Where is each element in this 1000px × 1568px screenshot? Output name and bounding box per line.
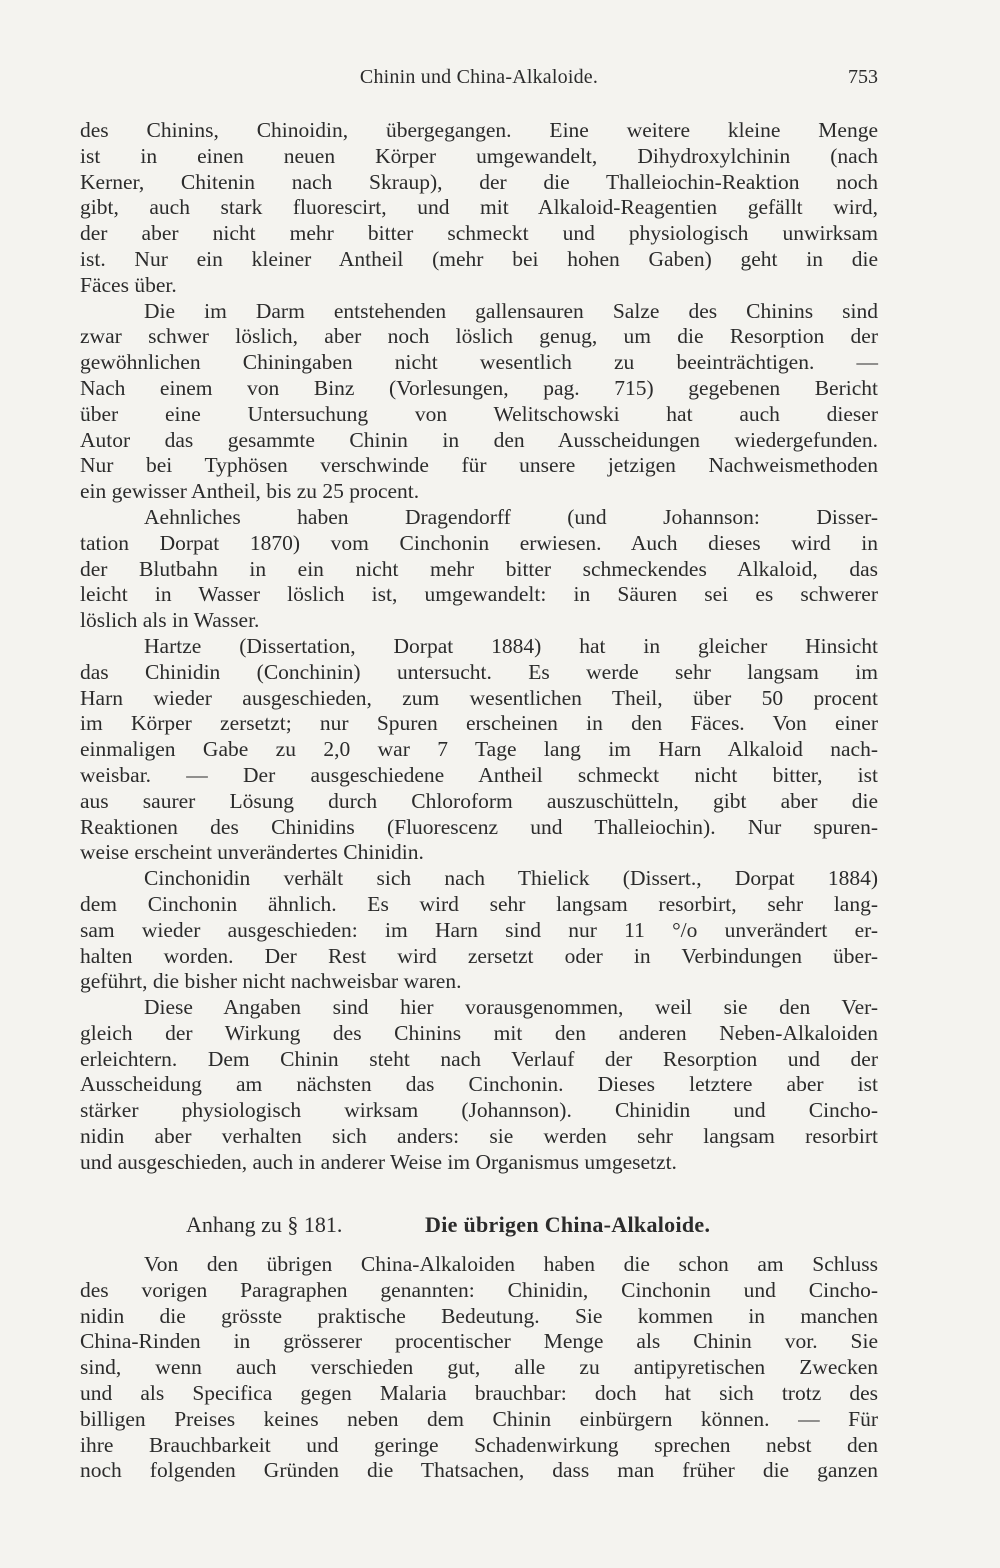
text-line: stärker physiologisch wirksam (Johannson). Chinidin und Cincho-: [80, 1098, 878, 1123]
section-title: Die übrigen China-Alkaloide.: [425, 1212, 711, 1237]
text-line: gibt, auch stark fluorescirt, und mit Alkaloid-Reagentien gefällt wird,: [80, 195, 878, 220]
text-line: tation Dorpat 1870) vom Cinchonin erwiesen. Auch dieses wird in: [80, 530, 878, 555]
text-line: sind, wenn auch verschieden gut, alle zu antipyretischen Zwecken: [80, 1355, 878, 1380]
text-line: gewöhnlichen Chiningaben nicht wesentlich zu beeinträchtigen. —: [80, 350, 878, 375]
text-line: China-Rinden in grösserer procentischer Menge als Chinin vor. Sie: [80, 1329, 878, 1354]
text-line: Kerner, Chitenin nach Skraup), der die Thalleiochin-Reaktion noch: [80, 169, 878, 194]
text-line: dem Cinchonin ähnlich. Es wird sehr langsam resorbirt, sehr lang-: [80, 891, 878, 916]
text-line: Nur bei Typhösen verschwinde für unsere jetzigen Nachweismethoden: [80, 453, 878, 478]
text-line: Fäces über.: [80, 272, 177, 297]
text-line: Hartze (Dissertation, Dorpat 1884) hat in gleicher Hinsicht: [144, 633, 878, 658]
text-line: erleichtern. Dem Chinin steht nach Verlauf der Resorption und der: [80, 1046, 878, 1071]
text-line: ein gewisser Antheil, bis zu 25 procent.: [80, 479, 420, 504]
text-line: Cinchonidin verhält sich nach Thielick (Dissert., Dorpat 1884): [144, 866, 878, 891]
text-line: und ausgeschieden, auch in anderer Weise im Organismus umgesetzt.: [80, 1149, 677, 1174]
page-number: 753: [848, 66, 878, 88]
text-line: Die im Darm entstehenden gallensauren Salze des Chinins sind: [144, 298, 878, 323]
text-line: zwar schwer löslich, aber noch löslich genug, um die Resorption der: [80, 324, 878, 349]
main-text: [80, 118, 878, 1176]
text-line: geführt, die bisher nicht nachweisbar waren.: [80, 969, 462, 994]
section-text: [80, 1252, 878, 1484]
text-line: und als Specifica gegen Malaria brauchbar: doch hat sich trotz des: [80, 1380, 878, 1405]
text-line: noch folgenden Gründen die Thatsachen, dass man früher die ganzen: [80, 1458, 878, 1483]
text-line: der aber nicht mehr bitter schmeckt und physiologisch unwirksam: [80, 221, 878, 246]
text-line: der Blutbahn in ein nicht mehr bitter schmeckendes Alkaloid, das: [80, 556, 878, 581]
text-line: Reaktionen des Chinidins (Fluorescenz und Thalleiochin). Nur spuren-: [80, 814, 878, 839]
text-line: gleich der Wirkung des Chinins mit den anderen Neben-Alkaloiden: [80, 1020, 878, 1045]
text-line: ist in einen neuen Körper umgewandelt, Dihydroxylchinin (nach: [80, 143, 878, 168]
text-line: sam wieder ausgeschieden: im Harn sind nur 11 °/o unverändert er-: [80, 917, 878, 942]
text-line: einmaligen Gabe zu 2,0 war 7 Tage lang im Harn Alkaloid nach-: [80, 737, 878, 762]
text-line: leicht in Wasser löslich ist, umgewandelt: in Säuren sei es schwerer: [80, 582, 878, 607]
text-line: Autor das gesammte Chinin in den Ausscheidungen wiedergefunden.: [80, 427, 878, 452]
text-line: weisbar. — Der ausgeschiedene Antheil schmeckt nicht bitter, ist: [80, 762, 878, 787]
text-line: Von den übrigen China-Alkaloiden haben die schon am Schluss: [144, 1252, 878, 1276]
text-line: im Körper zersetzt; nur Spuren erscheinen in den Fäces. Von einer: [80, 711, 878, 736]
text-line: aus saurer Lösung durch Chloroform auszuschütteln, gibt aber die: [80, 788, 878, 813]
text-line: weise erscheint unverändertes Chinidin.: [80, 840, 424, 865]
text-line: über eine Untersuchung von Welitschowski hat auch dieser: [80, 401, 878, 426]
text-line: das Chinidin (Conchinin) untersucht. Es werde sehr langsam im: [80, 659, 878, 684]
text-line: Harn wieder ausgeschieden, zum wesentlichen Theil, über 50 procent: [80, 685, 878, 710]
text-line: nidin aber verhalten sich anders: sie werden sehr langsam resorbirt: [80, 1124, 878, 1149]
text-line: billigen Preises keines neben dem Chinin einbürgern können. — Für: [80, 1406, 878, 1431]
section-prefix: Anhang zu § 181.: [186, 1212, 343, 1237]
text-line: Nach einem von Binz (Vorlesungen, pag. 715) gegebenen Bericht: [80, 375, 878, 400]
text-line: Ausscheidung am nächsten das Cinchonin. Dieses letztere aber ist: [80, 1072, 878, 1097]
text-line: des vorigen Paragraphen genannten: Chinidin, Cinchonin und Cincho-: [80, 1277, 878, 1302]
text-line: ihre Brauchbarkeit und geringe Schadenwirkung sprechen nebst den: [80, 1432, 878, 1457]
page-header: [80, 66, 878, 96]
text-line: nidin die grösste praktische Bedeutung. Sie kommen in manchen: [80, 1303, 878, 1328]
text-line: halten worden. Der Rest wird zersetzt oder in Verbindungen über-: [80, 943, 878, 968]
text-line: Aehnliches haben Dragendorff (und Johannson: Disser-: [144, 504, 878, 529]
text-line: des Chinins, Chinoidin, übergegangen. Eine weitere kleine Menge: [80, 118, 878, 142]
section-heading: [80, 1205, 878, 1245]
text-line: Diese Angaben sind hier vorausgenommen, weil sie den Ver-: [144, 995, 878, 1020]
text-line: löslich als in Wasser.: [80, 608, 260, 633]
text-line: ist. Nur ein kleiner Antheil (mehr bei hohen Gaben) geht in die: [80, 246, 878, 271]
running-title: Chinin und China-Alkaloide.: [359, 66, 599, 88]
